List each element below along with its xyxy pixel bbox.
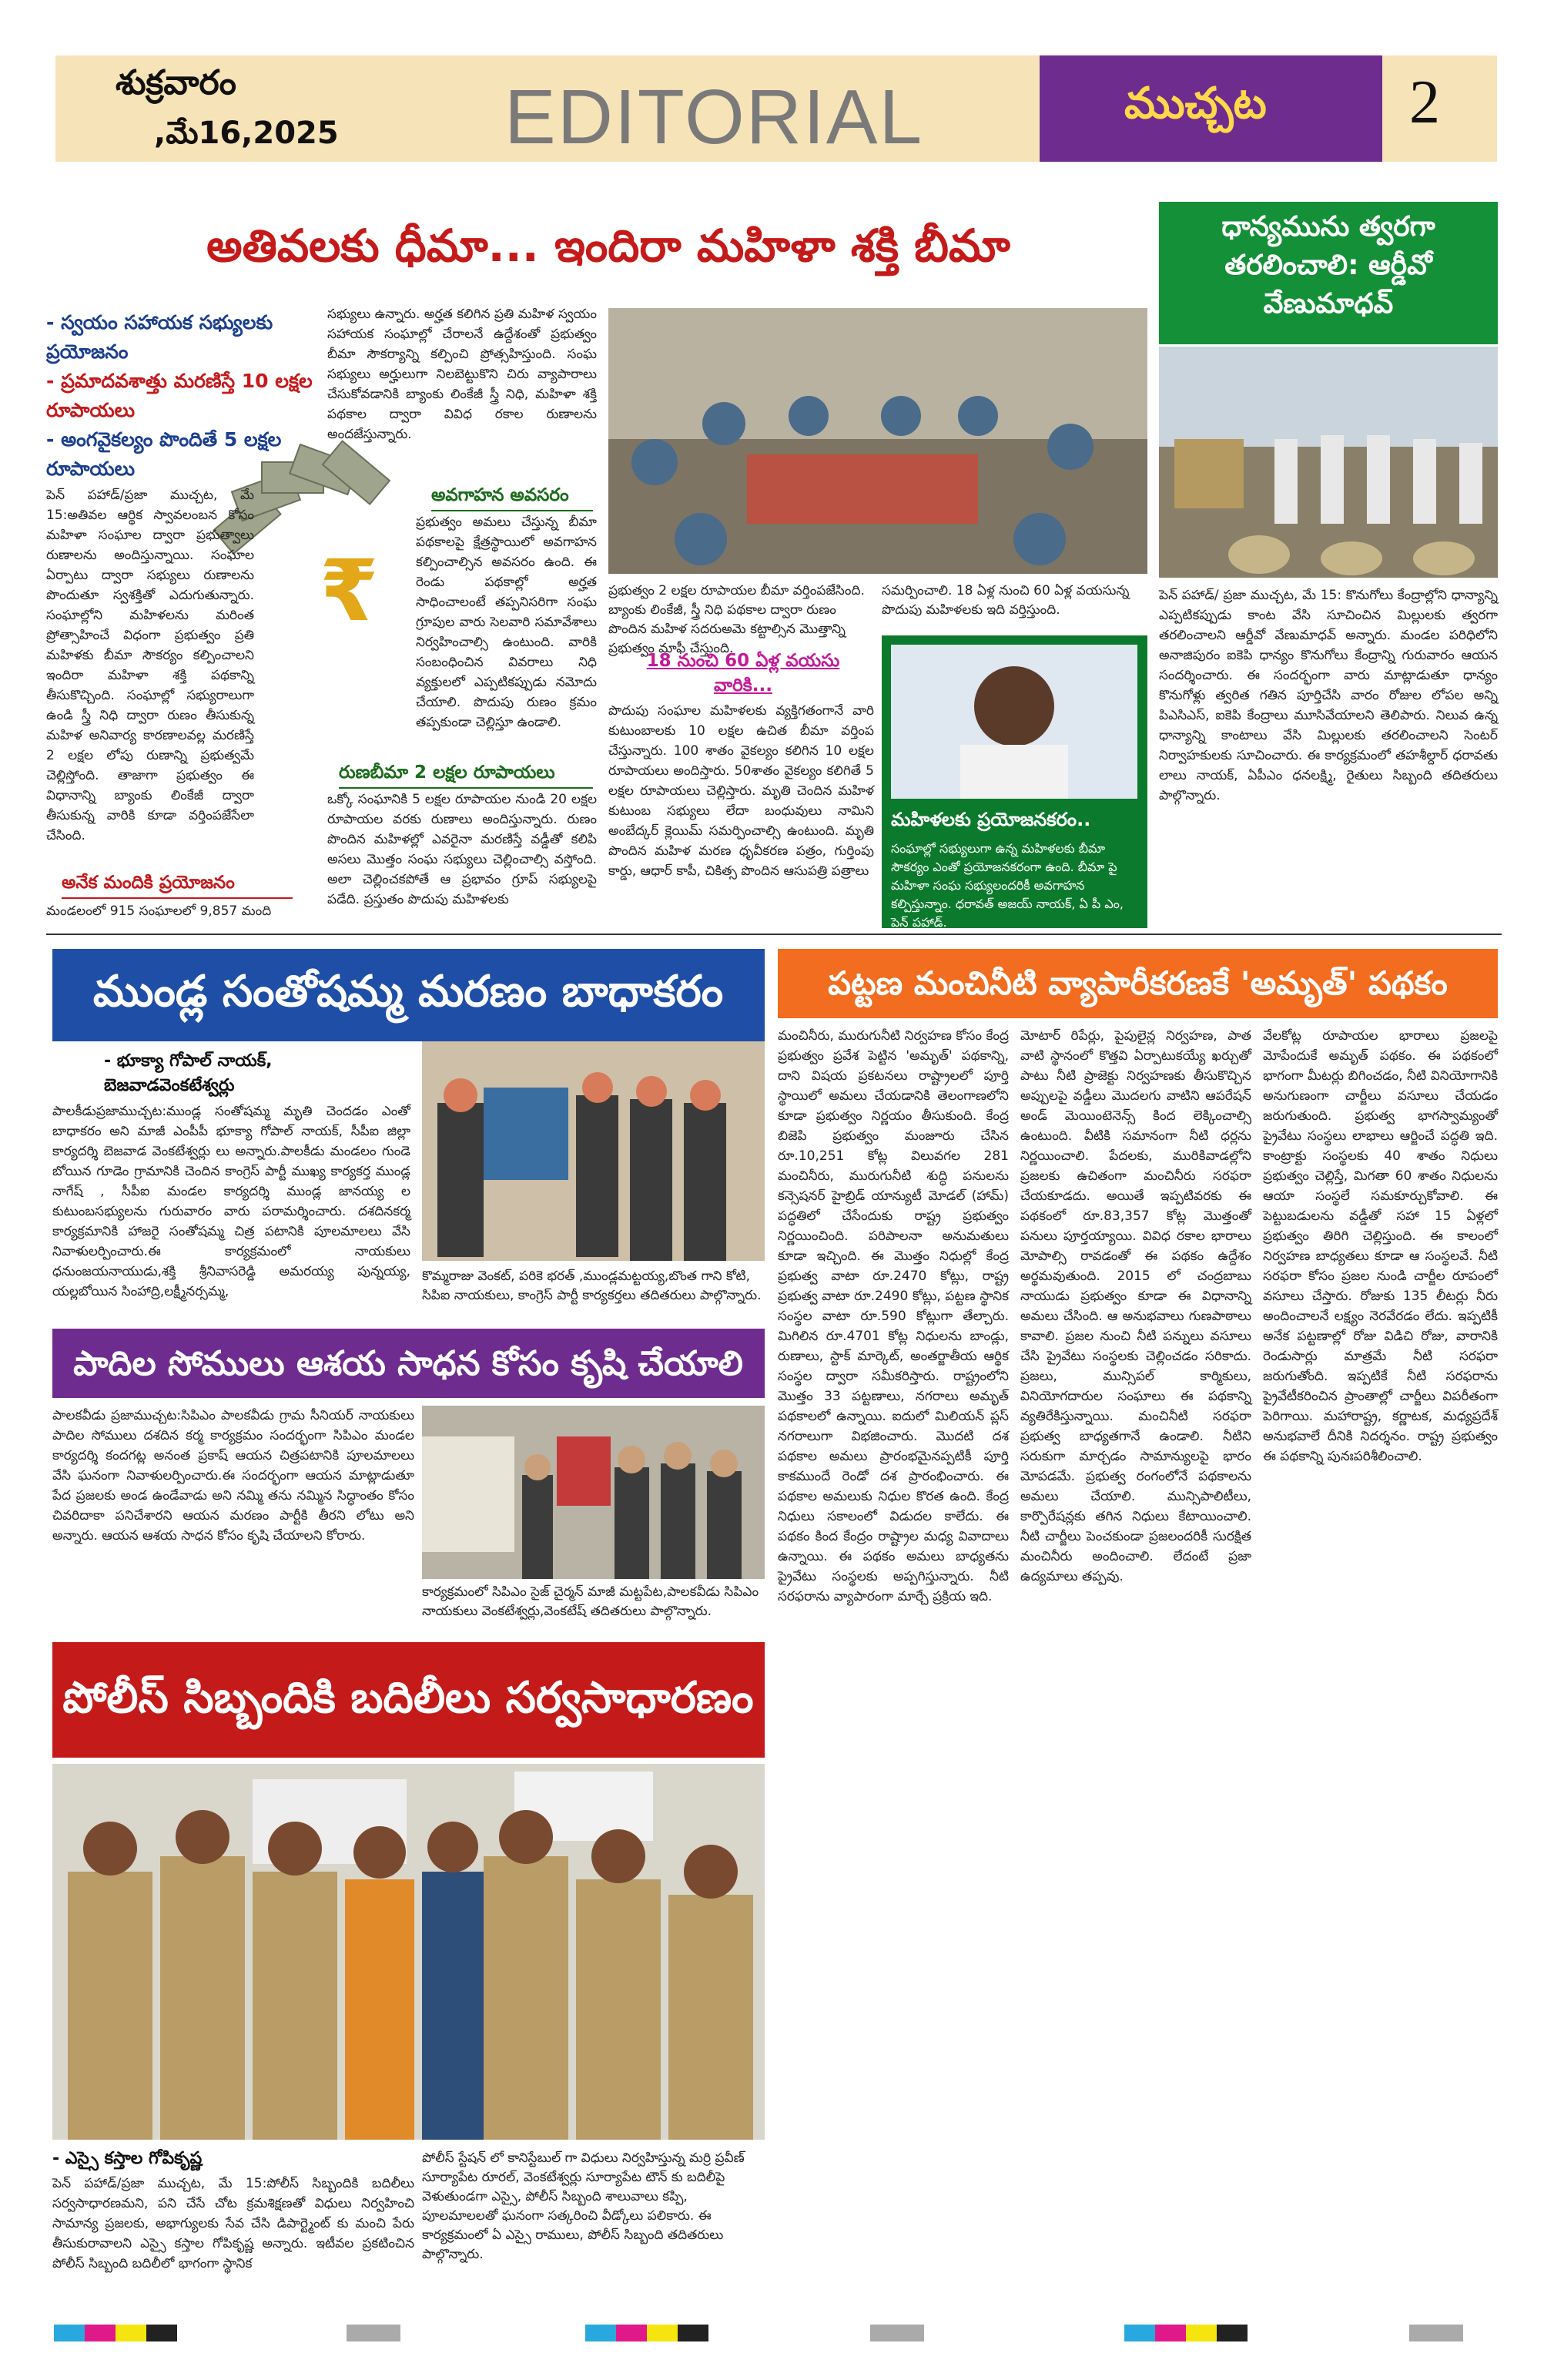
reg-swatch-black — [146, 2325, 177, 2341]
story4-text: పాలకవీడు ప్రజాముచ్చట:సిపిఎం పాలకవీడు గ్రామ సీనియర్ నాయకులు పాదిల సోములు దశదిన కర్మ కార్యక్రమం సందర్భంగా సిపిఎం మండల కార్యదర్శి కందగట్ల అనంత ప్రకాష్ ఆయన చిత్రపటానికి పూలమాలలు వేసి ఘనంగా నివాళులర్పించారు.ఈ సందర్భంగా ఆయన మాట్లాడుతూ పేద ప్రజలకు అండ ఉండేవాడు అని నమ్మి తను నమ్మిన సిద్ధాంతం కోసం చివరిదాకా పనిచేశారని ఆయన మరణం పార్టీకి తీరని లోటు అని అన్నారు. ఆయన ఆశయ సాధన కోసం కృషి చేయాలని కోరారు. — [52, 1408, 414, 1544]
story3-caption: కొమ్మరాజు వెంకట్, పరికె భరత్ ,ముండ్లమట్టయ్య,బొంత గాని కోటి, సిపిఐ నాయకులు, కాంగ్రెస్ పార్టీ కార్యకర్తలు తదితరులు పాల్గొన్నారు. — [422, 1269, 762, 1303]
reg-swatch-cyan — [54, 2325, 85, 2341]
story4-caption: కార్యక్రమంలో సిపిఎం సైజ్ చైర్మన్ మాజీ మట్టపేట,పాలకవీడు సిపిఎం నాయకులు వెంకటేశ్వర్లు,వెంకటేష్ తదితరులు పాల్గొన్నారు. — [422, 1584, 759, 1619]
story5-headline: పోలీస్ సిబ్బందికి బదిలీలు సర్వసాధారణం — [62, 1673, 754, 1723]
story1-photo-caption-right: సమర్పించాలి. 18 ఏళ్ల నుంచి 60 ఏళ్ల వయసున్న పొదుపు మహిళలకు ఇది వర్తిస్తుంది. — [882, 583, 1130, 618]
bullet-3: - అంగవైకల్యం పొందితే 5 లక్షల రూపాయలు — [46, 428, 282, 480]
reg-swatch-gray — [870, 2325, 924, 2341]
bullet-2: - ప్రమాదవశాత్తు మరణిస్తే 10 లక్షల రూపాయలు — [46, 370, 313, 421]
masthead-date: ,మే16,2025 — [154, 116, 339, 151]
reg-swatch-cyan — [1124, 2325, 1155, 2341]
story1-portrait-box — [882, 635, 1147, 928]
tribute-photo-icon — [422, 1406, 765, 1579]
story1-col1-tail: మండలంలో 915 సంఘాలలో 9,857 మంది — [46, 903, 272, 919]
section-divider — [46, 934, 1502, 935]
story1-photo-women-meeting — [608, 308, 1147, 574]
reg-swatch-magenta — [85, 2325, 116, 2341]
story1-col2-text-b: ప్రభుత్వం అమలు చేస్తున్న బీమా పథకాలపై క్షేత్రస్థాయిలో అవగాహన కల్పించాల్సిన అవసరం ఉంది. ఈ రెండు పథకాల్లో అర్హత సాధించాలంటే తప్పనిసరిగా సంఘ గ్రూపుల వారు సెలవారి సమావేశాలు నిర్వహించాల్సి ఉంటుంది. వారికి సంబంధించిన వివరాలు నిధి వ్యక్తులలో ఎప్పటికప్పుడు నమోదు చేయాలి. పొదుపు రుణం క్రమం తప్పకుండా చెల్లిస్తూ ఉండాలి. — [416, 515, 597, 730]
reg-swatch-magenta — [1155, 2325, 1186, 2341]
reg-swatch-yellow — [1186, 2325, 1217, 2341]
section-name: ముచ్చట — [1124, 79, 1267, 129]
color-registration-strip — [54, 2325, 1502, 2341]
portrait-quote: సంఘాల్లో సభ్యులుగా ఉన్న మహిళలకు బీమా సౌకర్యం ఎంతో ప్రయోజనకరంగా ఉంది. బీమా పై మహిళా సంఘ సభ్యులందరికీ అవగాహన కల్పిస్తున్నాం. ధరావత్ అజయ్ నాయక్, ఏ పీ ఎం, పెన్ పహాడ్. — [891, 841, 1124, 930]
story4-headline: పాదిల సోములు ఆశయ సాధన కోసం కృషి చేయాలి — [73, 1344, 743, 1383]
story5-photo-police-farewell — [52, 1764, 765, 2140]
masthead-day: శుక్రవారం — [116, 63, 236, 102]
story6-col1: మంచినీరు, మురుగునీటి నిర్వహణ కోసం కేంద్ర ప్రభుత్వం ప్రవేశ పెట్టిన 'అమృత్' పథకాన్ని, దాని విషయ ప్రకటనలు రాష్ట్రాలలో పూర్తి స్థాయిలో అమలు చేయడానికి తెలంగాణలోని కూడా ప్రభుత్వం నిర్ణయం తీసుకుంది. కేంద్ర బిజెపి ప్రభుత్వం మంజూరు చేసిన రూ.10,251 కోట్ల విలువగల 281 మంచినీరు, మురుగునీటి శుద్ధి పనులను కన్సెషనర్ హైబ్రిడ్ యాన్యుటీ మోడల్ (హామ్) పద్ధతిలో చేసేందుకు రాష్ట్ర ప్రభుత్వం నిర్ణయించింది. పరిపాలనా అనుమతులు కూడా ఇచ్చింది. ఈ మొత్తం నిధుల్లో కేంద్ర ప్రభుత్వ వాటా రూ.2470 కోట్లు, రాష్ట్ర ప్రభుత్వ వాటా రూ.2490 కోట్లు, పట్టణ స్థానిక సంస్థల వాటా రూ.590 కోట్లుగా తేల్చారు. మిగిలిన రూ.4701 కోట్ల నిధులను బాండ్లు, రుణాలు, స్టాక్ మార్కెట్, అంతర్జాతీయ ఆర్థిక సంస్థల ద్వారా సమీకరిస్తారు. రాష్ట్రంలోని మొత్తం 33 పట్టణాలు, నగరాలు అమృత్ పథకాలలో ఉన్నాయి. ఐదులో మిలియన్ ప్లస్ నగరాలుగా విభజించారు. మొదటి దశ పథకాల అమలు ప్రారంభమైనప్పటికీ పూర్తి కాకముందే రెండో దశ ప్రారంభించారు. ఈ పథకాల అమలుకు నిధుల కొరత ఉంది. కేంద్ర నిధులు సకాలంలో విడుదల కాలేదు. ఈ పథకం కింద కేంద్రం రాష్ట్రాల మధ్య వివాదాలు ఉన్నాయి. ఈ పథకం అమలు బాధ్యతను ప్రైవేటు సంస్థలకు అప్పగిస్తున్నారు. నీటి సరఫరాను వ్యాపారంగా మార్చే ప్రక్రియ ఇది. — [778, 1028, 1009, 1604]
reg-swatch-gray — [347, 2325, 400, 2341]
story6-col2: మోటార్ రిపేర్లు, పైపులైన్ల నిర్వహణ, పాత వాటి స్థానంలో కొత్తవి ఏర్పాటుకయ్యే ఖర్చుతో పాటు నీటి ప్రాజెక్టు నిర్వహణకు తీసుకొచ్చిన అప్పులపై వడ్డీలు మొదలగు వాటిని ఆపరేషన్ అండ్ మెయింటెనెన్స్ కింద లెక్కించాల్సి ఉంటుంది. వీటికి సమానంగా నీటి ధర్లను నిర్ణయించాలి. పేదలకు, మురికివాడల్లోని ప్రజలకు ఉచితంగా మంచినీరు సరఫరా చేయకూడదు. అయితే ఇప్పటివరకు ఈ పథకంలో రూ.83,357 కోట్ల మొత్తంతో పనులు పూర్తయ్యాయి. వివిధ రకాల భారాలు మోపాల్సి రావడంతో ఈ పథకం ఉద్దేశం అర్థమవుతుంది. 2015 లో చంద్రబాబు నాయుడు ప్రభుత్వం కూడా ఈ విధానాన్ని అమలు చేసింది. ఆ అనుభవాలు గుణపాఠాలు కావాలి. ప్రజల నుంచి నీటి పన్నులు వసూలు చేసి ప్రైవేటు సంస్థలకు చెల్లించడం సరికాదు. ప్రజలు, మున్సిపల్ కార్మికులు, వినియోగదారుల సంఘాలు ఈ పథకాన్ని వ్యతిరేకిస్తున్నాయి. మంచినీటి సరఫరా ప్రభుత్వ బాధ్యతగానే ఉండాలి. నీటిని సరుకుగా మార్చడం సామాన్యులపై భారం మోపడమే. ప్రభుత్వ రంగంలోనే పథకాలను అమలు చేయాలి. మున్సిపాలిటీలు, కార్పొరేషన్లకు తగిన నిధులు కేటాయించాలి. నీటి చార్జీలు పెంచకుండా ప్రజలందరికీ సురక్షిత మంచినీరు అందించాలి. లేదంటే ప్రజా ఉద్యమాలు తప్పవు. — [1020, 1028, 1251, 1584]
story3-text: పాలకీడుప్రజాముచ్చట:ముండ్ల సంతోషమ్మ మృతి చెందడం ఎంతో బాధాకరం అని మాజీ ఎంపీపీ భూక్యా గోపాల్ నాయక్, సీపీఐ జిల్లా కార్యదర్శి బెజవాడ వెంకటేశ్వర్లు లు అన్నారు.పాలకీడు మండలం గుండె బోయిన గూడెం గ్రామానికి చెందిన కాంగ్రెస్ పార్టీ ముఖ్య కార్యకర్త ముండ్ల నాగేష్ , సీపీఐ మండల కార్యదర్శి ముండ్ల జానయ్య ల కుటుంబసభ్యులను గురువారం వారు పరామర్శించారు. దశదినకర్మ కార్యక్రమానికి హాజరై సంతోషమ్మ చిత్ర పటానికి పూలమాలలు వేసి నివాళులర్పించారు.ఈ కార్యక్రమంలో నాయకులు ధనుంజయనాయుడు,శక్తి శ్రీనివాసరెడ్డి అమరయ్య పున్నయ్య, యల్లబోయిన సింహాద్రి,లక్ష్మీనర్సమ్మ, — [52, 1104, 410, 1299]
reg-swatch-magenta — [616, 2325, 647, 2341]
page-number: 2 — [1409, 69, 1440, 136]
story5-byline: - ఎస్సై కస్తాల గోపికృష్ణ — [52, 2149, 203, 2168]
reg-swatch-black — [678, 2325, 708, 2341]
story2-photo-grain-center — [1159, 347, 1498, 578]
story1-col1-text: పెన్ పహాడ్/ప్రజా ముచ్చట, మే 15:అతివల ఆర్థిక స్వావలంబన కోసం మహిళా సంఘాల ద్వారా ప్రభుత్వాలు రుణాలను అందిస్తున్నాయి. సంఘాల ఏర్పాటు ద్వారా సభ్యులు రుణాలను పొందుతూ స్వశక్తితో ఎదుగుతున్నారు. సంఘాల్లోని మహిళలను మరింత ప్రోత్సాహించే విధంగా ప్రభుత్వం ప్రతి మహిళకు బీమా సౌకర్యం కల్పించాలని ఇందిరా మహిళా శక్తి పథకాన్ని తీసుకొచ్చింది. సంఘాల్లో సభ్యురాలుగా ఉండి స్త్రీ నిధి ద్వారా రుణం తీసుకున్న మహిళ అనివార్య కారణాలవల్ల మరణిస్తే 2 లక్షల లోపు రుణాన్ని ప్రభుత్వమే చెల్లిస్తోంది. తాజాగా ప్రభుత్వం ఈ విధానాన్ని బ్యాంకు లింకేజీ ద్వారా తీసుకున్న వారికి కూడా వర్తింపజేసేలా చేసింది. — [46, 488, 254, 843]
portrait-heading: మహిళలకు ప్రయోజనకరం.. — [891, 809, 1091, 830]
grain-center-photo-icon — [1159, 347, 1498, 578]
bullet-1: - స్వయం సహాయక సభ్యులకు ప్రయోజనం — [46, 311, 273, 363]
story1-subhead-awareness: అవగాహన అవసరం — [431, 485, 593, 511]
portrait-photo-icon — [891, 645, 1137, 799]
story1-col1-text-cont — [46, 647, 316, 901]
story1-subhead-many: అనేక మందికి ప్రయోజనం — [62, 873, 293, 899]
masthead-title: EDITORIAL — [504, 74, 924, 160]
story2-text: పెన్ పహాడ్/ ప్రజా ముచ్చట, మే 15: కొనుగోలు కేంద్రాల్లోని ధాన్యాన్ని ఎప్పటికప్పుడు కాంట వేసి సూచించిన మిల్లులకు త్వరగా తరలించాలని ఆర్డీవో వేణుమాధవ్ అన్నారు. మండల పరిధిలోని అనాజిపురం ఐకెపి ధాన్యం కొనుగోలు కేంద్రాన్ని గురువారం ఆయన సందర్శించారు. ఈ సందర్భంగా వారు మాట్లాడుతూ ధాన్యం కొనుగోళ్లు త్వరిత గతిన పూర్తిచేసి వారం రోజుల లోపల అన్ని పిఎసిఎస్, ఐకెపి కేంద్రాలు మూసివేయాలని తెలిపారు. నిలువ ఉన్న ధాన్యాన్ని కాంటాలు వేసి మిల్లులకు తరలించాలని సెంటర్ నిర్వాహకులకు సూచించారు. ఈ కార్యక్రమంలో తహశీల్దార్ ధరావతు లాలు నాయక్, ఏపీఎం ధనలక్ష్మి, రైతులు సిబ్బంది తదితరులు పాల్గొన్నారు. — [1159, 588, 1498, 803]
story3-photo-condolence — [422, 1041, 765, 1261]
story3-byline: - భూక్యా గోపాల్ నాయక్, బెజవాడవెంకటేశ్వర్లు — [104, 1051, 273, 1095]
story1-headline: అతివలకు ధీమా... ఇందిరా మహిళా శక్తి బీమా — [206, 220, 1010, 272]
story5-caption: పోలీస్ స్టేషన్ లో కానిస్టేబుల్ గా విధులు నిర్వహిస్తున్న మర్రి ప్రవీణ్ సూర్యాపేట రూరల్, వెంకటేశ్వర్లు సూర్యాపేట టౌన్ కు బదిలీపై వెళుతుండగా ఎస్సై, పోలీస్ సిబ్బంది శాలువాలు కప్పి, పూలమాలలతో ఘనంగా సత్కరించి వీడ్కోలు పలికారు. ఈ కార్యక్రమంలో ఏ ఎస్సై రాములు, పోలీస్ సిబ్బంది తదితరులు పాల్గొన్నారు. — [422, 2150, 745, 2262]
story1-col2-text: సభ్యులు ఉన్నారు. అర్హత కలిగిన ప్రతి మహిళ స్వయం సహాయక సంఘాల్లో చేరాలనే ఉద్దేశంతో ప్రభుత్వం బీమా సౌకర్యాన్ని కల్పించి ప్రోత్సహిస్తుంది. సంఘ సభ్యులు అర్హులుగా నిలబెట్టుకొని చిరు వ్యాపారాలు చేసుకోవడానికి బ్యాంకు లింకేజీ స్త్రీ నిధి, మహిళా శక్తి పథకాల ద్వారా వివిధ రకాల రుణాలను అందజేస్తున్నారు. — [327, 307, 597, 442]
story5-text: పెన్ పహాడ్/ప్రజా ముచ్చట, మే 15:పోలీస్ సిబ్బందికి బదిలీలు సర్వసాధారణమని, పని చేసే చోట క్రమశిక్షణతో విధులు నిర్వహించి సామాన్య ప్రజలకు, అభాగ్యులకు సేవ చేసి డిపార్ట్మెంట్ కు మంచి పేరు తీసుకురావాలని ఎస్సై కస్తాల గోపికృష్ణ అన్నారు. ఇటీవల ప్రకటించిన పోలీస్ సిబ్బంది బదిలీలో భాగంగా స్థానిక — [52, 2176, 414, 2271]
story1-age-text: పొదుపు సంఘాల మహిళలకు వ్యక్తిగతంగానే వారి కుటుంబాలకు 10 లక్షల ఉచిత బీమా వర్తింప చేస్తున్నారు. 100 శాతం వైకల్యం కలిగిన 10 లక్షల రూపాయలు అందిస్తారు. 50శాతం వైకల్యం కలిగితే 5 లక్షల రూపాయలు చెల్లిస్తారు. మృతి చెందిన మహిళ కుటుంబ సభ్యులు లేదా బంధువులు నామిని అంబేద్కర్ క్లెయిమ్ సమర్పించాల్సి ఉంటుంది. మృతి పొందిన మహిళ మరణ ధృవీకరణ పత్రం, గుర్తింపు కార్డు, ఆధార్ కాపీ, చికిత్స పొందిన ఆసుపత్రి పత్రాలు — [608, 703, 874, 879]
svg-text:₹: ₹ — [320, 541, 379, 640]
story1-subhead-age: 18 నుంచి 60 ఏళ్ల వయసు వారికి... — [646, 651, 840, 696]
story2-headline: ధాన్యమును త్వరగా తరలించాలి: ఆర్డీవో వేణుమాధవ్ — [1221, 211, 1435, 320]
story4-photo-tribute — [422, 1406, 765, 1579]
condolence-photo-icon — [422, 1041, 765, 1261]
story6-col3: వేలకోట్ల రూపాయల భారాలు ప్రజలపై మోపేందుకే అమృత్ పథకం. ఈ పథకంలో భాగంగా మీటర్లు బిగించడం, నీటి వినియోగానికి అనుగుణంగా చార్జీలు వసూలు చేయడం జరుగుతుంది. ప్రభుత్వ భాగస్వామ్యంతో ప్రైవేటు సంస్థలు లాభాలు ఆర్జించే పద్ధతి ఇది. కాంట్రాక్టు సంస్థలకు 40 శాతం నిధులు ప్రభుత్వం చెల్లిస్తే, మిగతా 60 శాతం నిధులను ఆయా సంస్థలే సమకూర్చుకోవాలి. ఈ పెట్టుబడులను వడ్డీతో సహా 15 ఏళ్లలో ప్రభుత్వం తిరిగి చెల్లిస్తుంది. ఈ కాలంలో నిర్వహణ బాధ్యతలు కూడా ఆ సంస్థలవే. నీటి సరఫరా కోసం ప్రజల నుండి చార్జీల రూపంలో వసూలు చేస్తారు. రోజుకు 135 లీటర్లు నీరు అందించాలనే లక్ష్యం నెరవేరడం లేదు. ఇప్పటికీ అనేక పట్టణాల్లో రోజు విడిచి రోజు, వారానికి రెండుసార్లు మాత్రమే నీటి సరఫరా జరుగుతోంది. ఇప్పటికే నీటి సరఫరాను ప్రైవేటీకరించిన ప్రాంతాల్లో చార్జీలు విపరీతంగా పెరిగాయి. మహారాష్ట్ర, కర్ణాటక, మధ్యప్రదేశ్ అనుభవాలే దీనికి నిదర్శనం. రాష్ట్ర ప్రభుత్వం ఈ పథకాన్ని పునఃపరిశీలించాలి. — [1263, 1028, 1498, 1464]
reg-swatch-cyan — [585, 2325, 616, 2341]
story6-headline: పట్టణ మంచినీటి వ్యాపారీకరణకే 'అమృత్' పథకం — [828, 964, 1448, 1002]
women-meeting-photo-icon — [608, 308, 1147, 574]
story1-photo-caption: ప్రభుత్వం 2 లక్షల రూపాయల బీమా వర్తింపజేసింది. బ్యాంకు లింకేజీ, స్త్రీ నిధి పథకాల ద్వారా రుణం పొందిన మహిళ సదరుఅమె కట్టాల్సిన మొత్తాన్ని ప్రభుత్వం మాఫీ చేస్తుంది. — [608, 583, 865, 656]
reg-swatch-yellow — [116, 2325, 146, 2341]
reg-swatch-gray — [1409, 2325, 1463, 2341]
reg-swatch-yellow — [647, 2325, 678, 2341]
police-farewell-photo-icon — [52, 1764, 765, 2140]
story1-subhead-insurance: రుణబీమా 2 లక్షల రూపాయలు — [339, 763, 593, 789]
story3-headline: ముండ్ల సంతోషమ్మ మరణం బాధాకరం — [92, 967, 724, 1017]
reg-swatch-black — [1217, 2325, 1248, 2341]
story1-col2-text-c: ఒక్కో సంఘానికి 5 లక్షల రూపాయల నుండి 20 లక్షల రూపాయల వరకు రుణాలు అందిస్తున్నారు. రుణం పొందిన మహిళల్లో ఎవరైనా మరణిస్తే వడ్డీతో కలిపి అసలు మొత్తం సంఘ సభ్యులు చెల్లించాల్సి వస్తోంది. అలా చెల్లించకపోతే ఆ ప్రభావం గ్రూప్ సభ్యులపై పడేది. ప్రస్తుతం పొదుపు మహిళలకు — [327, 792, 597, 907]
